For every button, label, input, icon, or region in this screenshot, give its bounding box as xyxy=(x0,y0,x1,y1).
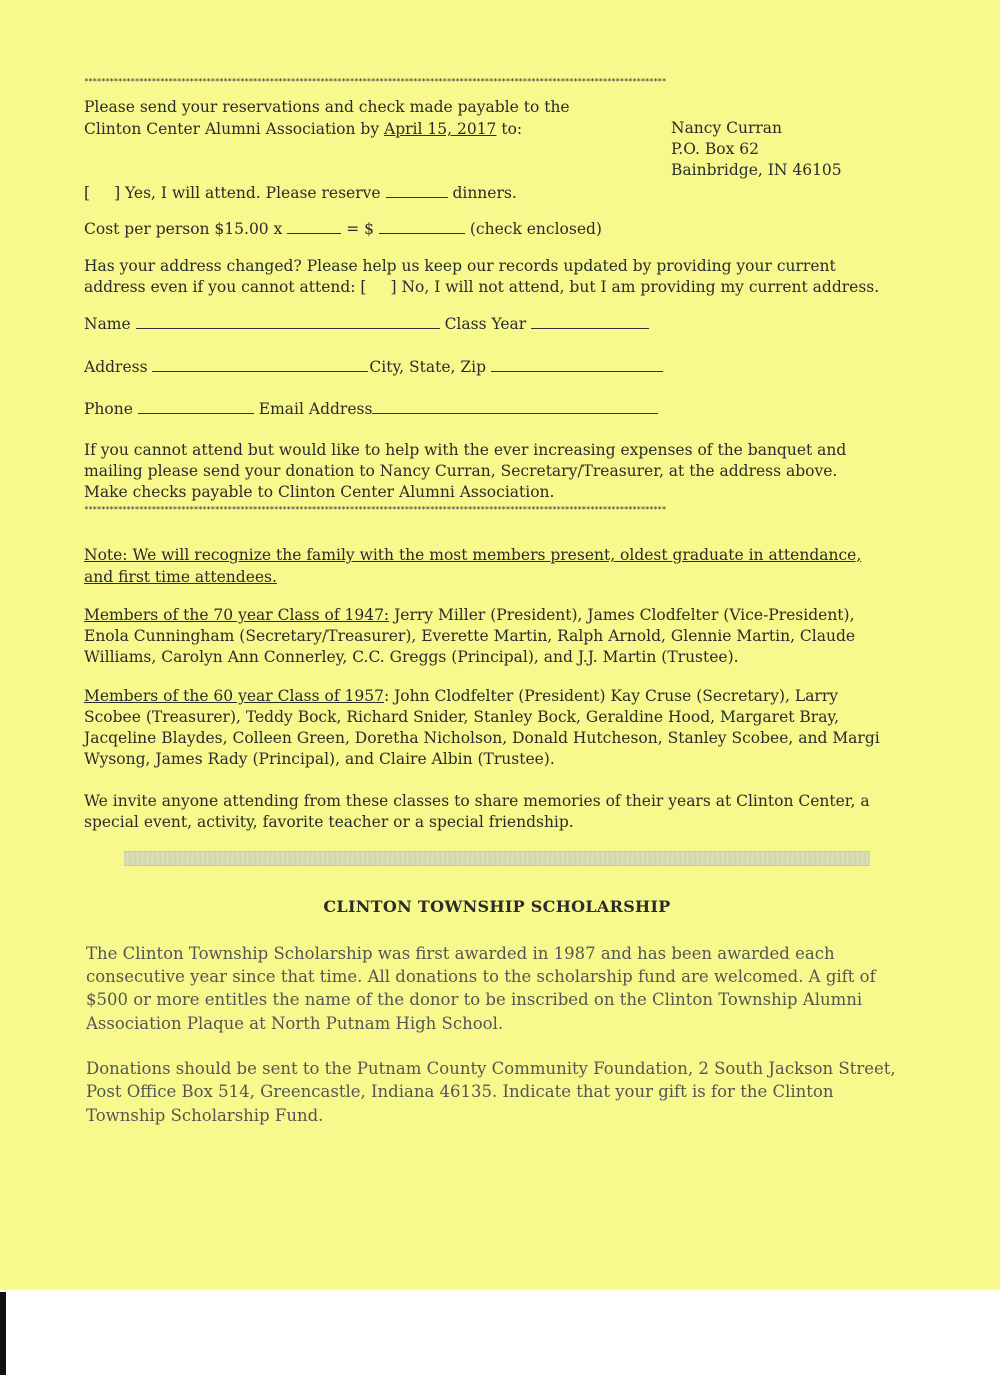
intro-line-1: Please send your reservations and check made payable to the xyxy=(84,98,570,116)
attend-text: ] Yes, I will attend. Please reserve xyxy=(114,184,381,202)
class-1947-line-3: Williams, Carolyn Ann Connerley, C.C. Greggs (Principal), and J.J. Martin (Trustee). xyxy=(84,648,739,666)
cost-line xyxy=(84,219,602,240)
phone-field[interactable] xyxy=(138,399,254,414)
class-1957-line-4: Wysong, James Rady (Principal), and Claire Albin (Trustee). xyxy=(84,750,555,768)
address-field[interactable] xyxy=(152,357,368,372)
attend-checkbox-open[interactable]: [ xyxy=(84,184,91,202)
class-1957-line-2: Scobee (Treasurer), Teddy Bock, Richard Snider, Stanley Bock, Geraldine Hood, Margaret Bray, xyxy=(84,708,840,726)
address-change-suffix: ] No, I will not attend, but I am providing my current address. xyxy=(390,278,880,296)
class-year-label: Class Year xyxy=(444,315,527,333)
address-change-prefix[interactable]: address even if you cannot attend: [ xyxy=(84,278,367,296)
star-divider-bottom: ****************************************************************************************************************************************** xyxy=(84,505,666,514)
city-state-zip-label: City, State, Zip xyxy=(369,358,486,376)
attend-suffix: dinners. xyxy=(452,184,517,202)
phone-label: Phone xyxy=(84,400,133,418)
scholarship-p2-line-1: Donations should be sent to the Putnam County Community Foundation, 2 South Jackson Street, xyxy=(86,1059,896,1078)
mail-to-city: Bainbridge, IN 46105 xyxy=(671,161,842,179)
dinner-count-blank[interactable] xyxy=(386,183,448,198)
mail-to-name: Nancy Curran xyxy=(671,119,783,137)
class-1957-officers: : John Clodfelter (President) Kay Cruse (Secretary), Larry xyxy=(383,687,839,705)
class-1947-label: Members of the 70 year Class of 1947: xyxy=(84,606,390,624)
class-1947-line-2: Enola Cunningham (Secretary/Treasurer), Everette Martin, Ralph Arnold, Glennie Martin, Claude xyxy=(84,627,856,645)
scholarship-p1-line-1: The Clinton Township Scholarship was first awarded in 1987 and has been awarded each xyxy=(86,944,835,963)
phone-row xyxy=(84,399,658,420)
class-1957-line-3: Jacqeline Blaydes, Colleen Green, Doretha Nicholson, Donald Hutcheson, Stanley Scobee, and Margi xyxy=(84,729,880,747)
cost-suffix: (check enclosed) xyxy=(469,220,602,238)
address-label: Address xyxy=(84,358,148,376)
scholarship-p1-line-2: consecutive year since that time. All donations to the scholarship fund are welcomed. A gift of xyxy=(86,967,876,986)
total-amount-blank[interactable] xyxy=(379,219,465,234)
intro-line-2-suffix: to: xyxy=(496,120,523,138)
class-year-field[interactable] xyxy=(531,314,649,329)
invite-line-1: We invite anyone attending from these classes to share memories of their years at Clinton Center, a xyxy=(84,792,870,810)
name-row xyxy=(84,314,649,335)
cost-equals: = $ xyxy=(346,220,374,238)
people-count-blank[interactable] xyxy=(287,219,341,234)
address-change-line-1: Has your address changed? Please help us keep our records updated by providing your current xyxy=(84,257,836,275)
intro-line-2 xyxy=(84,119,522,140)
deadline-date: April 15, 2017 xyxy=(384,120,497,138)
scan-edge-mark xyxy=(0,1292,6,1375)
donation-line-1: If you cannot attend but would like to help with the ever increasing expenses of the banquet and xyxy=(84,441,847,459)
address-row xyxy=(84,357,663,378)
class-1957-label: Members of the 60 year Class of 1957 xyxy=(84,687,384,705)
class-1947-line-1 xyxy=(84,605,855,626)
cost-prefix: Cost per person $15.00 x xyxy=(84,220,283,238)
donation-line-3: Make checks payable to Clinton Center Alumni Association. xyxy=(84,483,555,501)
address-change-line-2 xyxy=(84,277,879,298)
decorative-divider-bar xyxy=(124,851,870,866)
attend-line xyxy=(84,183,517,204)
city-state-zip-field[interactable] xyxy=(491,357,663,372)
scholarship-p1-line-4: Association Plaque at North Putnam High School. xyxy=(86,1014,504,1033)
donation-line-2: mailing please send your donation to Nancy Curran, Secretary/Treasurer, at the address above. xyxy=(84,462,838,480)
email-field[interactable] xyxy=(372,399,658,414)
class-1947-officers: Jerry Miller (President), James Clodfelter (Vice-President), xyxy=(389,606,855,624)
scholarship-p1-line-3: $500 or more entitles the name of the donor to be inscribed on the Clinton Township Alumni xyxy=(86,990,863,1009)
intro-line-2-prefix: Clinton Center Alumni Association by xyxy=(84,120,385,138)
recognition-line-2: and first time attendees. xyxy=(84,568,277,586)
recognition-line-1: Note: We will recognize the family with the most members present, oldest graduate in attendance, xyxy=(84,546,862,564)
scholarship-p2-line-2: Post Office Box 514, Greencastle, Indiana 46135. Indicate that your gift is for the Clinton xyxy=(86,1082,834,1101)
email-label: Email Address xyxy=(258,400,373,418)
name-label: Name xyxy=(84,315,131,333)
invite-line-2: special event, activity, favorite teacher or a special friendship. xyxy=(84,813,574,831)
mail-to-box: P.O. Box 62 xyxy=(671,140,759,158)
star-divider-top: ****************************************************************************************************************************************** xyxy=(84,77,666,86)
scholarship-p2-line-3: Township Scholarship Fund. xyxy=(86,1106,324,1125)
scholarship-title: CLINTON TOWNSHIP SCHOLARSHIP xyxy=(323,897,671,916)
name-field[interactable] xyxy=(136,314,440,329)
class-1957-line-1 xyxy=(84,686,838,707)
